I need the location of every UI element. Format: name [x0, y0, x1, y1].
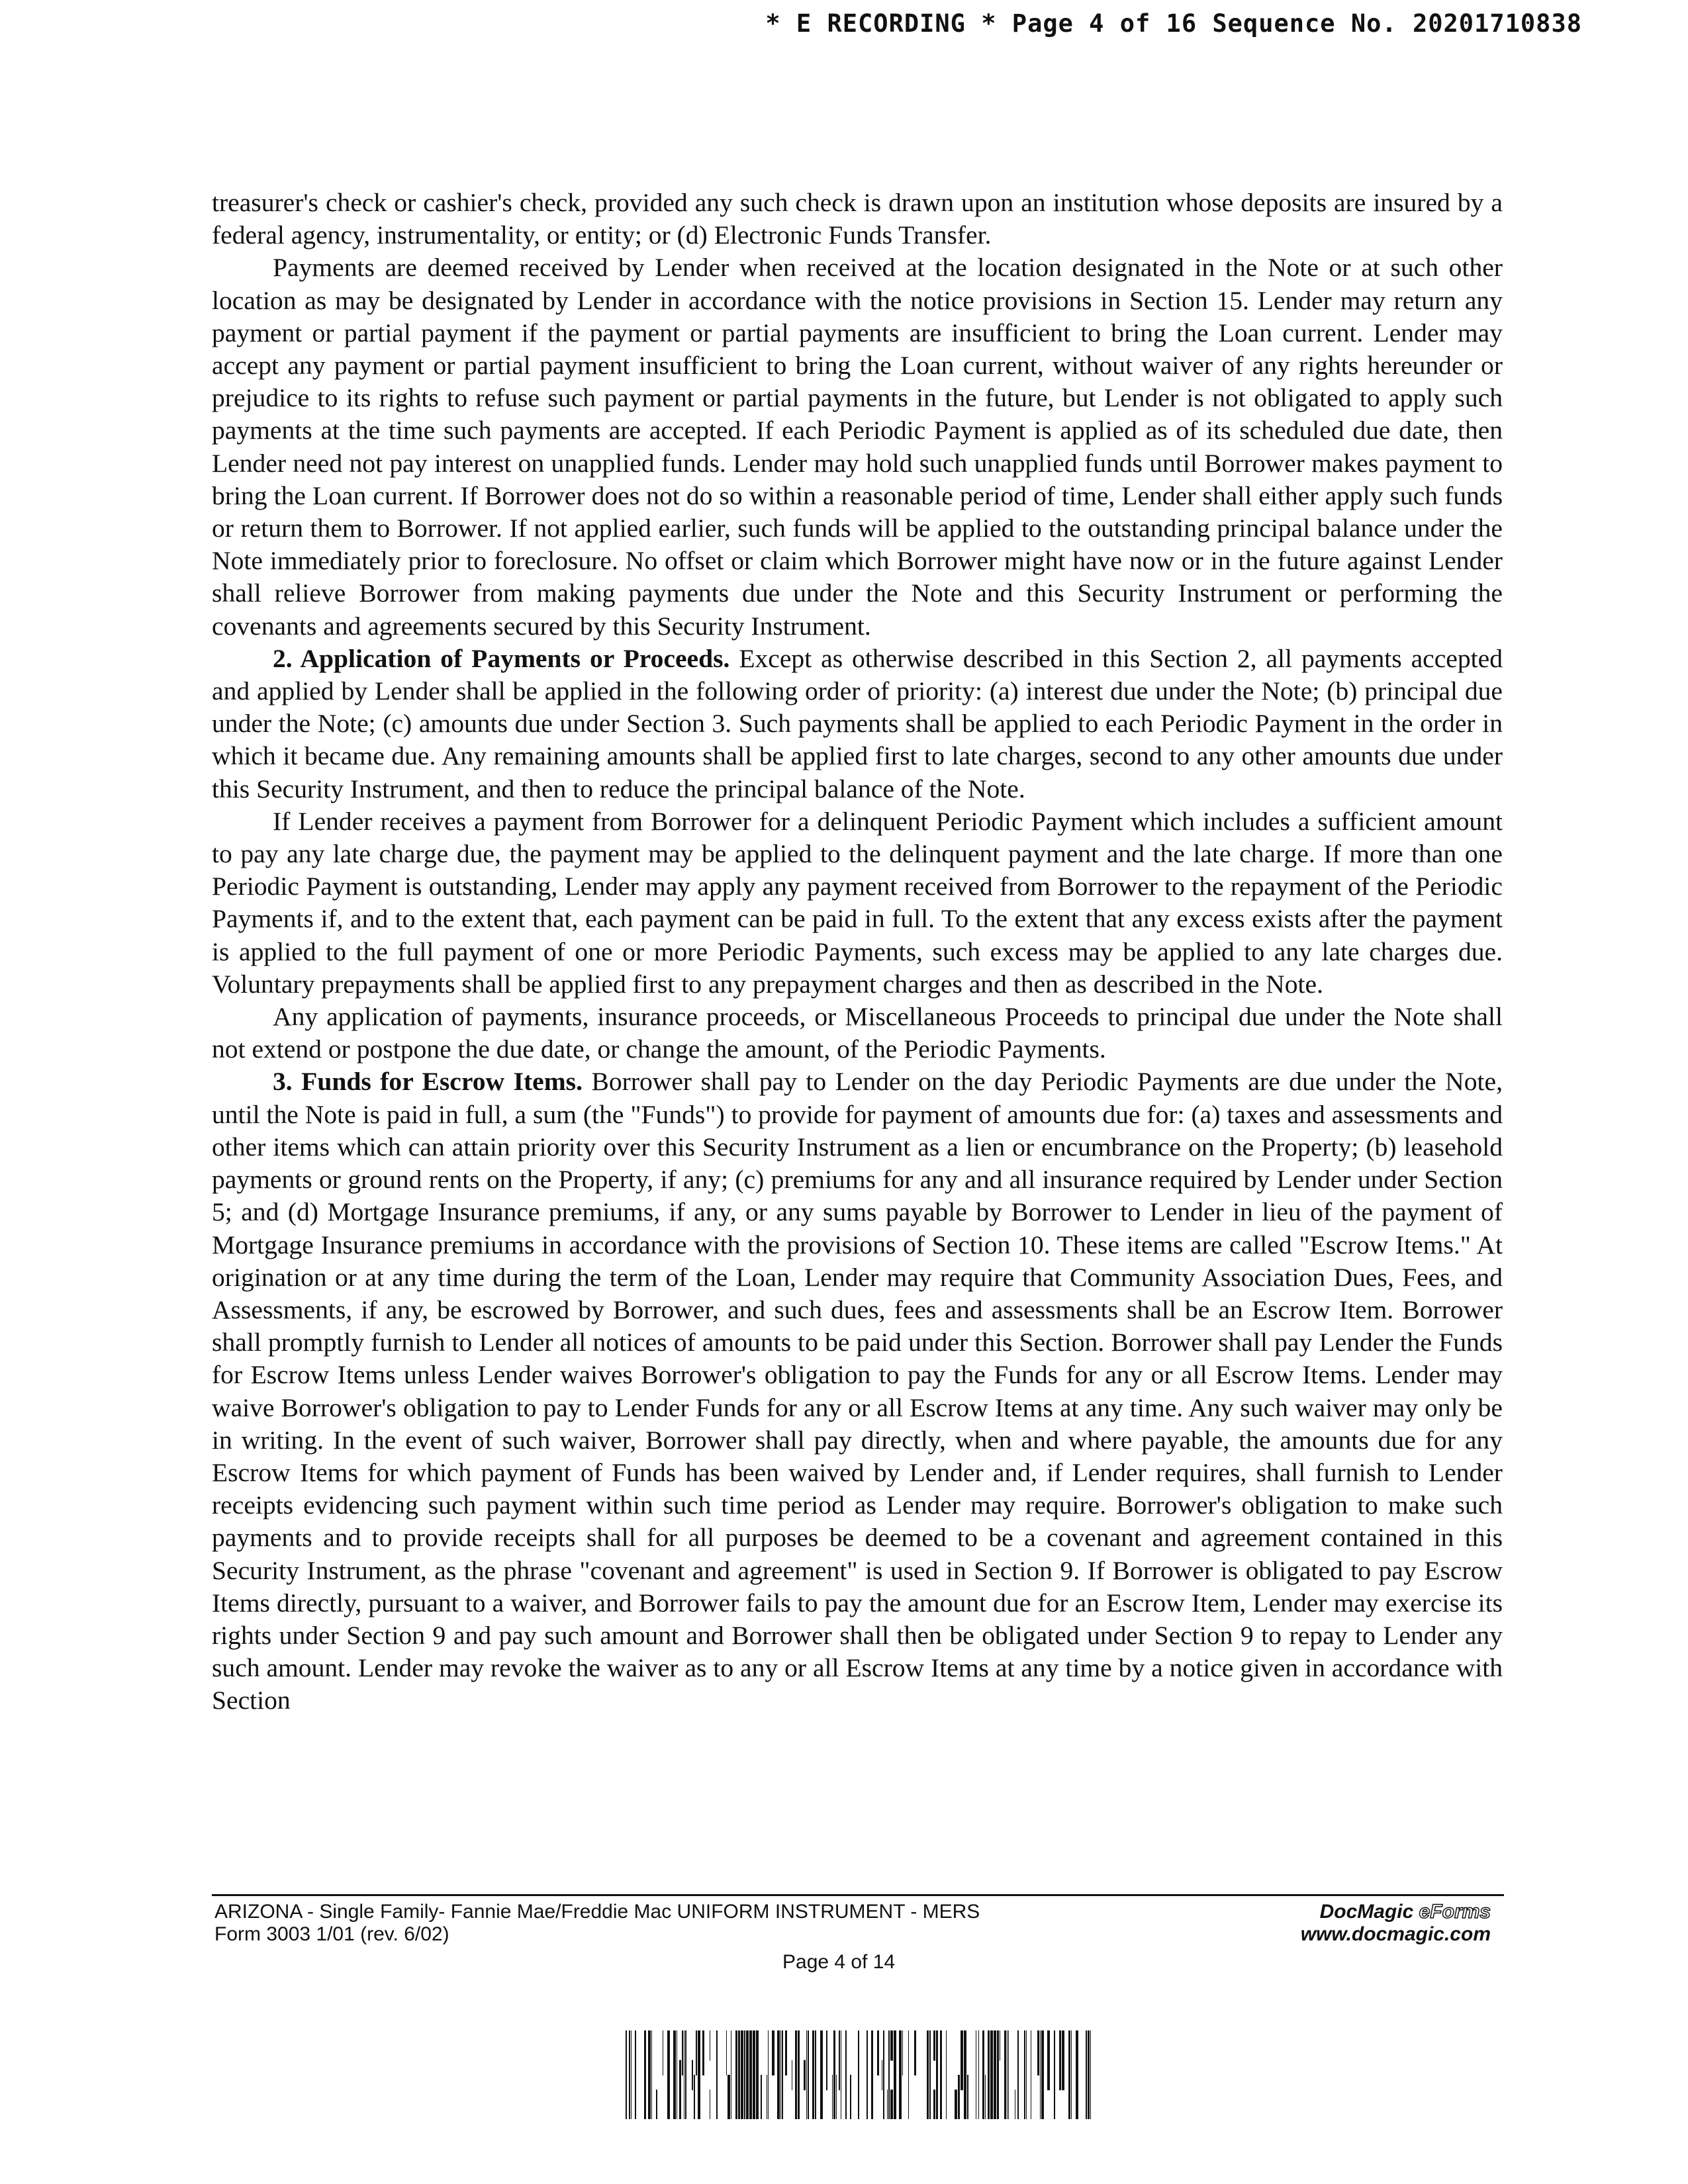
barcode-bar: [994, 2030, 996, 2061]
barcode-bar: [631, 2030, 632, 2119]
barcode-bar: [1047, 2030, 1050, 2061]
barcode-bar: [985, 2075, 986, 2119]
barcode-bar: [940, 2075, 942, 2119]
barcode-bar: [782, 2030, 783, 2119]
barcode-bar: [927, 2030, 929, 2119]
barcode-bar: [994, 2089, 996, 2119]
barcode-bar: [890, 2089, 893, 2119]
barcode-bar: [753, 2030, 755, 2075]
barcode-bar: [812, 2030, 814, 2119]
barcode-bar: [1059, 2030, 1061, 2061]
barcode-bar: [946, 2030, 947, 2119]
barcode-bar: [883, 2030, 884, 2119]
footer-divider: [212, 1894, 1504, 1896]
barcode-bar: [629, 2030, 630, 2119]
barcode-bar: [845, 2030, 847, 2119]
barcode-bar: [1054, 2030, 1055, 2075]
barcode-bar: [1071, 2030, 1072, 2119]
barcode-bar: [1040, 2075, 1041, 2119]
barcode-bar: [626, 2030, 627, 2119]
barcode-bar: [994, 2060, 996, 2091]
barcode-bar: [735, 2075, 737, 2119]
barcode-bar: [716, 2030, 718, 2119]
barcode-bar: [836, 2075, 837, 2119]
barcode-bar: [961, 2060, 963, 2091]
barcode-image: [626, 2030, 1096, 2119]
barcode-bar: [741, 2075, 743, 2119]
barcode-bar: [727, 2075, 730, 2119]
barcode-bar: [1090, 2030, 1091, 2119]
paragraph-continued: treasurer's check or cashier's check, provided any such check is drawn upon an institution whose deposits are insured by a federal agency, instrumentality, or entity; or (d) Electronic Funds Transfer.: [212, 188, 1503, 250]
section-3-paragraph: [212, 1066, 1503, 1717]
barcode-bar: [908, 2030, 909, 2119]
barcode-bar: [698, 2030, 700, 2119]
barcode-bar: [1088, 2030, 1090, 2119]
barcode-bar: [1017, 2075, 1019, 2119]
barcode-bar: [815, 2060, 816, 2091]
section-2-text: Except as otherwise described in this Section 2, all payments accepted and applied by Lender shall be applied in the following order of priority: (a) interest due under the Note; (b) principal due under the Note; (c) amounts due under Section 3. Such payments shall be applied to each Periodic Payment in the order in which it became due. Any remaining amounts shall be applied first to late charges, second to any other amounts due under this Security Instrument, and then to reduce the principal balance of the Note.: [212, 643, 1503, 803]
barcode-bar: [648, 2030, 651, 2119]
barcode-bar: [933, 2030, 935, 2061]
barcode-bar: [685, 2060, 686, 2091]
barcode-bar: [978, 2030, 979, 2119]
barcode-bar: [982, 2030, 984, 2061]
barcode-bar: [1062, 2060, 1064, 2091]
paragraph-payments-received: Payments are deemed received by Lender when received at the location designated in the Note or at such other location as may be designated by Lender in accordance with the notice provisions in Section 15. Lender may return any payment or partial payment if the payment or partial payments are insufficient to bring the Loan current. Lender may accept any payment or partial payment insufficient to bring the Loan current, without waiver of any rights hereunder or prejudice to its rights to refuse such payment or partial payments in the future, but Lender is not obligated to apply such payments at the time such payments are accepted. If each Periodic Payment is applied as of its scheduled due date, then Lender need not pay interest on unapplied funds. Lender may hold such unapplied funds until Borrower makes payment to bring the Loan current. If Borrower does not do so within a reasonable period of time, Lender shall either apply such funds or return them to Borrower. If not applied earlier, such funds will be applied to the outstanding principal balance under the Note immediately prior to foreclosure. No offset or claim which Borrower might have now or in the future against Lender shall relieve Borrower from making payments due under the Note and this Security Instrument or performing the covenants and agreements secured by this Security Instrument.: [212, 253, 1503, 641]
paragraph-application-of-payments: Any application of payments, insurance proceeds, or Miscellaneous Proceeds to principal due under the Note shall not extend or postpone the due date, or change the amount, of the Periodic Payments.: [212, 1002, 1503, 1064]
barcode-bar: [899, 2089, 902, 2119]
barcode-bar: [685, 2030, 686, 2061]
footer-brand: [1301, 1901, 1491, 1946]
brand-name: DocMagic: [1319, 1901, 1414, 1923]
barcode-bar: [735, 2030, 737, 2075]
barcode-bar: [982, 2089, 984, 2119]
barcode-bar: [958, 2075, 960, 2119]
barcode-bar: [726, 2030, 727, 2075]
barcode-bar: [894, 2030, 896, 2119]
barcode-bar: [833, 2030, 835, 2119]
barcode-bar: [804, 2060, 806, 2091]
barcode-bar: [902, 2030, 903, 2075]
section-2-paragraph: [212, 643, 1503, 805]
paragraph-delinquent-payment: If Lender receives a payment from Borrower for a delinquent Periodic Payment which includes a sufficient amount to pay any late charge due, the payment may be applied to the delinquent payment and the late charge. If more than one Periodic Payment is outstanding, Lender may apply any payment received from Borrower to the repayment of the Periodic Payments if, and to the extent that, each payment can be paid in full. To the extent that any excess exists after the payment is applied to the full payment of one or more Periodic Payments, such excess may be applied to any late charges due. Voluntary prepayments shall be applied first to any prepayment charges and then as described in the Note.: [212, 806, 1503, 999]
document-body: [212, 187, 1503, 1717]
barcode-bar: [682, 2030, 683, 2075]
barcode-bar: [749, 2030, 752, 2119]
barcode-bar: [756, 2075, 759, 2119]
barcode-bar: [635, 2030, 636, 2119]
barcode-bar: [785, 2030, 787, 2075]
barcode-bar: [1008, 2060, 1009, 2091]
barcode-bar: [1059, 2060, 1061, 2091]
barcode-bar: [858, 2075, 859, 2119]
barcode-bar: [746, 2075, 749, 2119]
barcode-bar: [1007, 2030, 1008, 2119]
barcode-bar: [871, 2030, 873, 2119]
barcode-bar: [667, 2030, 670, 2119]
barcode-bar: [990, 2030, 993, 2061]
barcode-bar: [914, 2030, 916, 2075]
barcode-bar: [761, 2075, 762, 2119]
barcode-bar: [741, 2030, 743, 2075]
barcode-bar: [990, 2060, 993, 2091]
barcode-bar: [858, 2030, 859, 2075]
barcode-bar: [679, 2060, 681, 2091]
barcode-bar: [744, 2060, 745, 2091]
barcode-bar: [890, 2030, 893, 2061]
brand-url: www.docmagic.com: [1300, 1923, 1491, 1945]
page-number: Page 4 of 14: [782, 1951, 896, 1973]
barcode-bar: [820, 2030, 823, 2061]
barcode-bar: [955, 2089, 957, 2119]
barcode-bar: [795, 2030, 797, 2119]
barcode-bar: [1040, 2030, 1041, 2075]
barcode-bar: [806, 2030, 807, 2075]
barcode-bar: [798, 2089, 800, 2119]
barcode-bar: [888, 2030, 890, 2119]
barcode-bar: [887, 2089, 888, 2119]
barcode-bar: [1047, 2060, 1050, 2091]
barcode-bar: [832, 2075, 833, 2119]
footer-form-info: [214, 1901, 980, 1946]
barcode-bar: [839, 2060, 840, 2091]
barcode-bar: [656, 2089, 657, 2119]
barcode-bar: [1008, 2089, 1009, 2119]
barcode-bar: [679, 2089, 681, 2119]
barcode-bar: [1017, 2030, 1019, 2075]
barcode-bar: [756, 2030, 759, 2075]
barcode-bar: [1054, 2075, 1055, 2119]
barcode-bar: [867, 2075, 868, 2119]
barcode-bar: [744, 2030, 745, 2061]
barcode-bar: [768, 2030, 769, 2119]
barcode-bar: [1062, 2030, 1064, 2061]
barcode-bar: [808, 2030, 809, 2119]
barcode-bar: [780, 2030, 781, 2119]
barcode-bar: [644, 2030, 646, 2119]
barcode-bar: [694, 2075, 695, 2119]
barcode-bar: [1086, 2030, 1087, 2119]
barcode-bar: [696, 2030, 697, 2075]
barcode-bar: [997, 2030, 999, 2119]
barcode-bar: [936, 2030, 938, 2119]
barcode-bar: [964, 2030, 966, 2119]
barcode-bar: [738, 2030, 740, 2119]
barcode-bar: [820, 2060, 823, 2091]
barcode-bar: [933, 2089, 935, 2119]
barcode-bar: [982, 2060, 984, 2091]
barcode-bar: [746, 2030, 749, 2075]
barcode-bar: [777, 2030, 780, 2119]
barcode-bar: [850, 2075, 851, 2119]
barcode-bar: [961, 2030, 963, 2061]
barcode-bar: [940, 2030, 942, 2075]
barcode-bar: [753, 2075, 755, 2119]
barcode-bar: [1037, 2030, 1039, 2075]
recording-header: * E RECORDING * Page 4 of 16 Sequence No. 20201710838: [765, 9, 1582, 38]
barcode-bar: [744, 2089, 745, 2119]
barcode-bar: [772, 2030, 774, 2075]
barcode-bar: [867, 2030, 868, 2075]
barcode-bar: [1076, 2030, 1078, 2119]
barcode-bar: [826, 2030, 827, 2061]
barcode-bar: [899, 2060, 902, 2091]
barcode-bar: [1024, 2030, 1025, 2119]
barcode-bar: [967, 2075, 968, 2119]
barcode-bar: [1008, 2030, 1009, 2061]
barcode-bar: [820, 2089, 823, 2119]
brand-product: eForms: [1419, 1901, 1491, 1923]
barcode-bar: [1004, 2030, 1006, 2119]
barcode-bar: [798, 2030, 800, 2061]
barcode-bar: [815, 2030, 816, 2061]
barcode-bar: [1068, 2030, 1070, 2119]
barcode-bar: [692, 2060, 693, 2091]
barcode-bar: [826, 2060, 827, 2091]
barcode-bar: [877, 2030, 879, 2075]
barcode-bar: [673, 2030, 676, 2119]
section-3-heading: 3. Funds for Escrow Items.: [273, 1067, 583, 1097]
barcode-bar: [1026, 2030, 1027, 2075]
section-2-heading: 2. Application of Payments or Proceeds.: [273, 643, 730, 673]
form-title: ARIZONA - Single Family- Fannie Mae/Freddie Mac UNIFORM INSTRUMENT - MERS: [214, 1901, 980, 1923]
barcode-bar: [806, 2075, 807, 2119]
barcode-bar: [839, 2030, 840, 2061]
brand-logo: [1301, 1901, 1491, 1923]
barcode-bar: [1041, 2030, 1044, 2119]
barcode-bar: [685, 2089, 686, 2119]
barcode-bar: [990, 2089, 993, 2119]
barcode-bar: [988, 2030, 990, 2119]
barcode-bar: [651, 2030, 652, 2119]
form-number: Form 3003 1/01 (rev. 6/02): [214, 1923, 449, 1945]
barcode-bar: [702, 2030, 704, 2075]
barcode-bar: [815, 2089, 816, 2119]
section-3-text: Borrower shall pay to Lender on the day Periodic Payments are due under the Note, until the Note is paid in full, a sum (the "Funds") to provide for payment of amounts due for: (a) taxes and assessments and other items which can attain priority over this Security Instrument as a lien or encumbrance on the Property; (b) leasehold payments or ground rents on the Property, if any; (c) premiums for any and all insurance required by Lender under Section 5; and (d) Mortgage Insurance premiums, if any, or any sums payable by Borrower to Lender in lieu of the payment of Mortgage Insurance premiums in accordance with the provisions of Section 10. These items are called "Escrow Items." At origination or at any time during the term of the Loan, Lender may require that Community Association Dues, Fees, and Assessments, if any, be escrowed by Borrower, and such dues, fees and assessments shall be an Escrow Item. Borrower shall promptly furnish to Lender all notices of amounts to be paid under this Section. Borrower shall pay Lender the Funds for Escrow Items unless Lender waives Borrower's obligation to pay the Funds for any or all Escrow Items. Lender may waive Borrower's obligation to pay to Lender Funds for any or all Escrow Items at any time. Any such waiver may only be in writing. In the event of such waiver, Borrower shall pay directly, when and where payable, the amounts due for any Escrow Items for which payment of Funds has been waived by Lender and, if Lender requires, shall furnish to Lender receipts evidencing such payment within such time period as Lender may require. Borrower's obligation to make such payments and to provide receipts shall for all purposes be deemed to be a covenant and agreement contained in this Security Instrument, as the phrase "covenant and agreement" is used in Section 9. If Borrower is obligated to pay Escrow Items directly, pursuant to a waiver, and Borrower fails to pay the amount due for an Escrow Item, Lender may exercise its rights under Section 9 and pay such amount and Borrower shall then be obligated under Section 9 to repay to Lender any such amount. Lender may revoke the waiver as to any or all Escrow Items at any time by a notice given in accordance with Section: [212, 1067, 1503, 1715]
barcode-bar: [798, 2060, 800, 2091]
barcode-bar: [1026, 2075, 1027, 2119]
barcode-bar: [899, 2030, 902, 2061]
barcode-bar: [929, 2030, 931, 2119]
